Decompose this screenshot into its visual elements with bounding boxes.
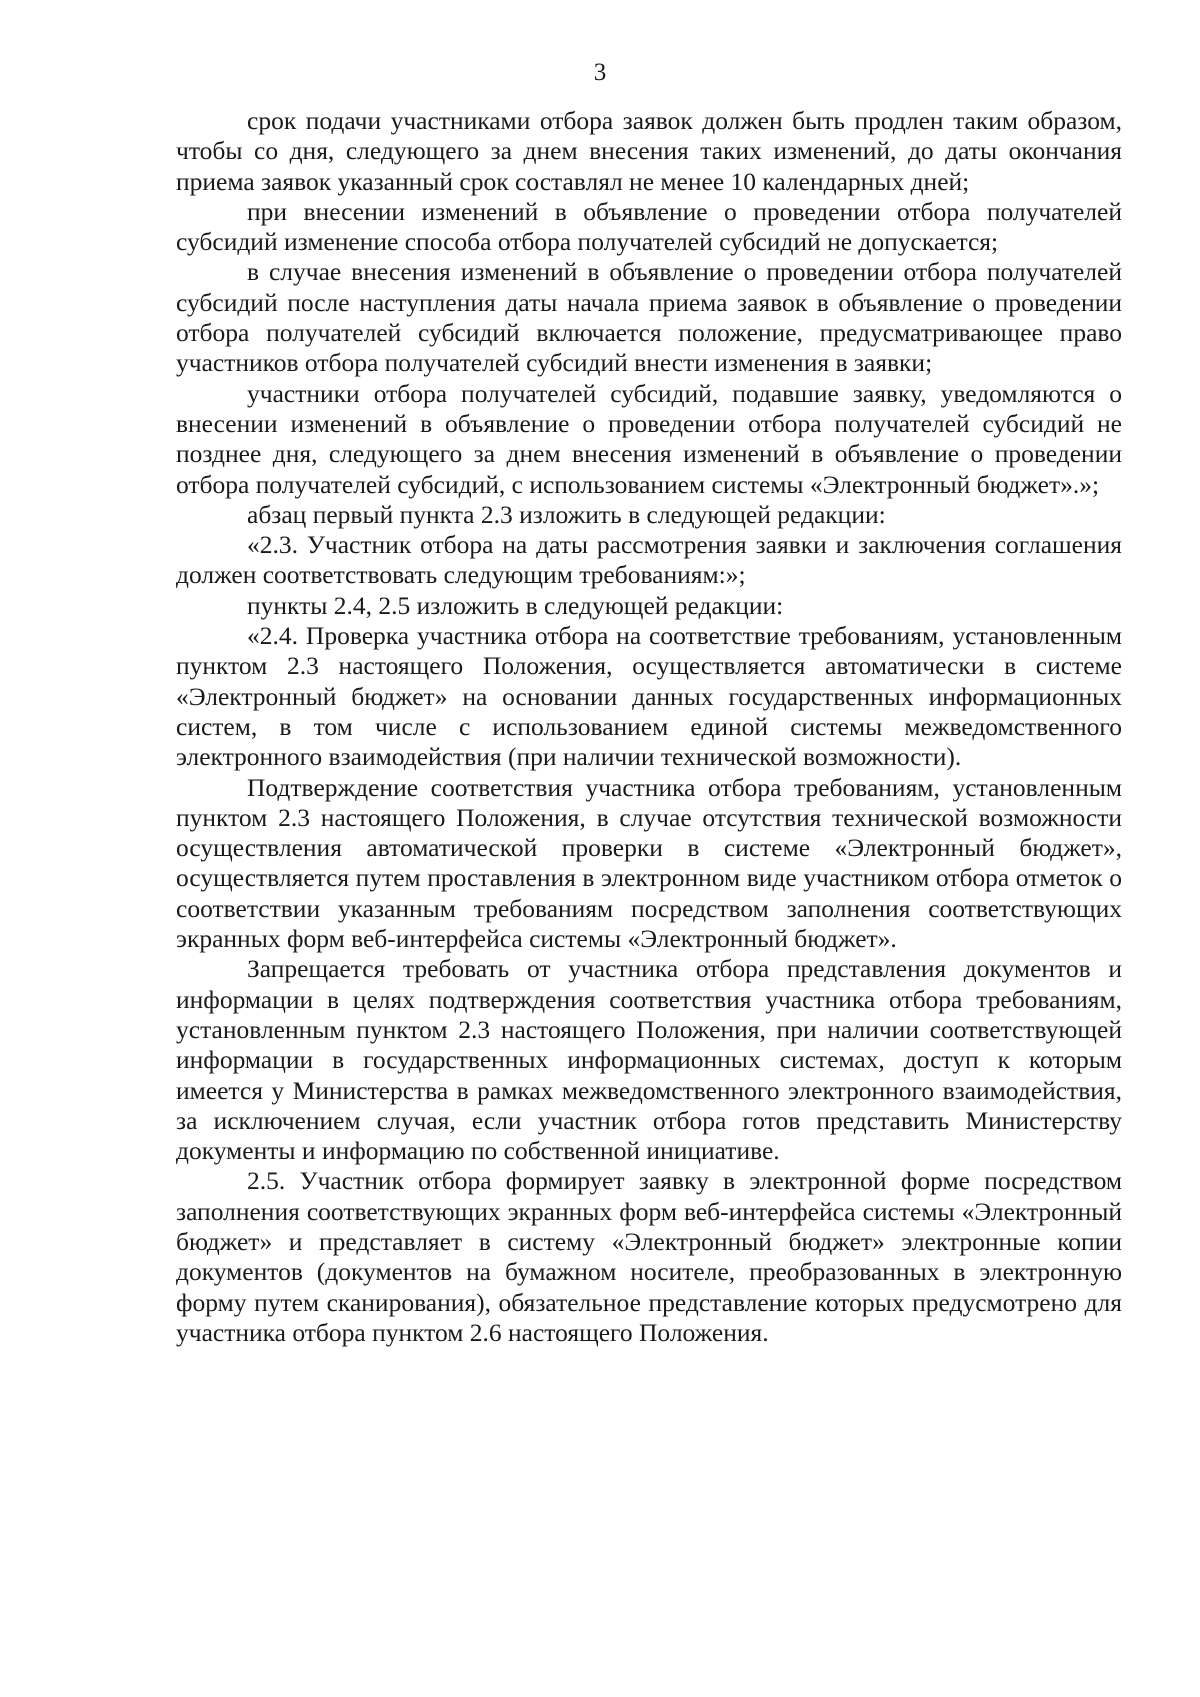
page-number: 3 bbox=[593, 59, 607, 86]
paragraph-participant-notification: участники отбора получателей субсидий, подавшие заявку, уведомляются о внесении изменений в объявление о проведении отбора получателей субсидий не позднее дня, следующего за днем внесения изменений в объявление о проведении отбора получателей субсидий, с использованием системы «Электронный бюджет».»; bbox=[176, 378, 1122, 499]
paragraph-deadline-extension: срок подачи участниками отбора заявок должен быть продлен таким образом, чтобы со дня, следующего за днем внесения таких изменений, до даты окончания приема заявок указанный срок составлял не менее 10 календарных дней; bbox=[176, 106, 1122, 196]
paragraph-clause-2-5: 2.5. Участник отбора формирует заявку в электронной форме посредством заполнения соответствующих экранных форм веб-интерфейса системы «Электронный бюджет» и представляет в систему «Электронный бюджет» электронные копии документов (документов на бумажном носителе, преобразованных в электронную форму путем сканирования), обязательное представление которых предусмотрено для участника отбора пунктом 2.6 настоящего Положения. bbox=[176, 1166, 1122, 1347]
paragraph-amend-2-3: абзац первый пункта 2.3 изложить в следующей редакции: bbox=[247, 499, 886, 529]
paragraph-selection-method: при внесении изменений в объявление о проведении отбора получателей субсидий изменение способа отбора получателей субсидий не допускается; bbox=[176, 196, 1122, 257]
document-body bbox=[176, 106, 1122, 1348]
paragraph-compliance-confirmation: Подтверждение соответствия участника отбора требованиям, установленным пунктом 2.3 настоящего Положения, в случае отсутствия технической возможности осуществления автоматической проверки в системе «Электронный бюджет», осуществляется путем проставления в электронном виде участником отбора отметок о соответствии указанным требованиям посредством заполнения соответствующих экранных форм веб-интерфейса системы «Электронный бюджет». bbox=[176, 772, 1122, 954]
paragraph-clause-2-4: «2.4. Проверка участника отбора на соответствие требованиям, установленным пунктом 2.3 настоящего Положения, осуществляется автоматически в системе «Электронный бюджет» на основании данных государственных информационных систем, в том числе с использованием единой системы межведомственного электронного взаимодействия (при наличии технической возможности). bbox=[176, 621, 1122, 772]
paragraph-document-request-prohibition: Запрещается требовать от участника отбора представления документов и информации в целях подтверждения соответствия участника отбора требованиям, установленным пунктом 2.3 настоящего Положения, при наличии соответствующей информации в государственных информационных системах, доступ к которым имеется у Министерства в рамках межведомственного электронного взаимодействия, за исключением случая, если участник отбора готов представить Министерству документы и информацию по собственной инициативе. bbox=[176, 954, 1122, 1166]
paragraph-amend-2-4-2-5: пункты 2.4, 2.5 изложить в следующей редакции: bbox=[247, 590, 784, 620]
paragraph-clause-2-3: «2.3. Участник отбора на даты рассмотрения заявки и заключения соглашения должен соответствовать следующим требованиям:»; bbox=[176, 530, 1122, 590]
paragraph-application-changes: в случае внесения изменений в объявление о проведении отбора получателей субсидий после наступления даты начала приема заявок в объявление о проведении отбора получателей субсидий включается положение, предусматривающее право участников отбора получателей субсидий внести изменения в заявки; bbox=[176, 257, 1122, 378]
